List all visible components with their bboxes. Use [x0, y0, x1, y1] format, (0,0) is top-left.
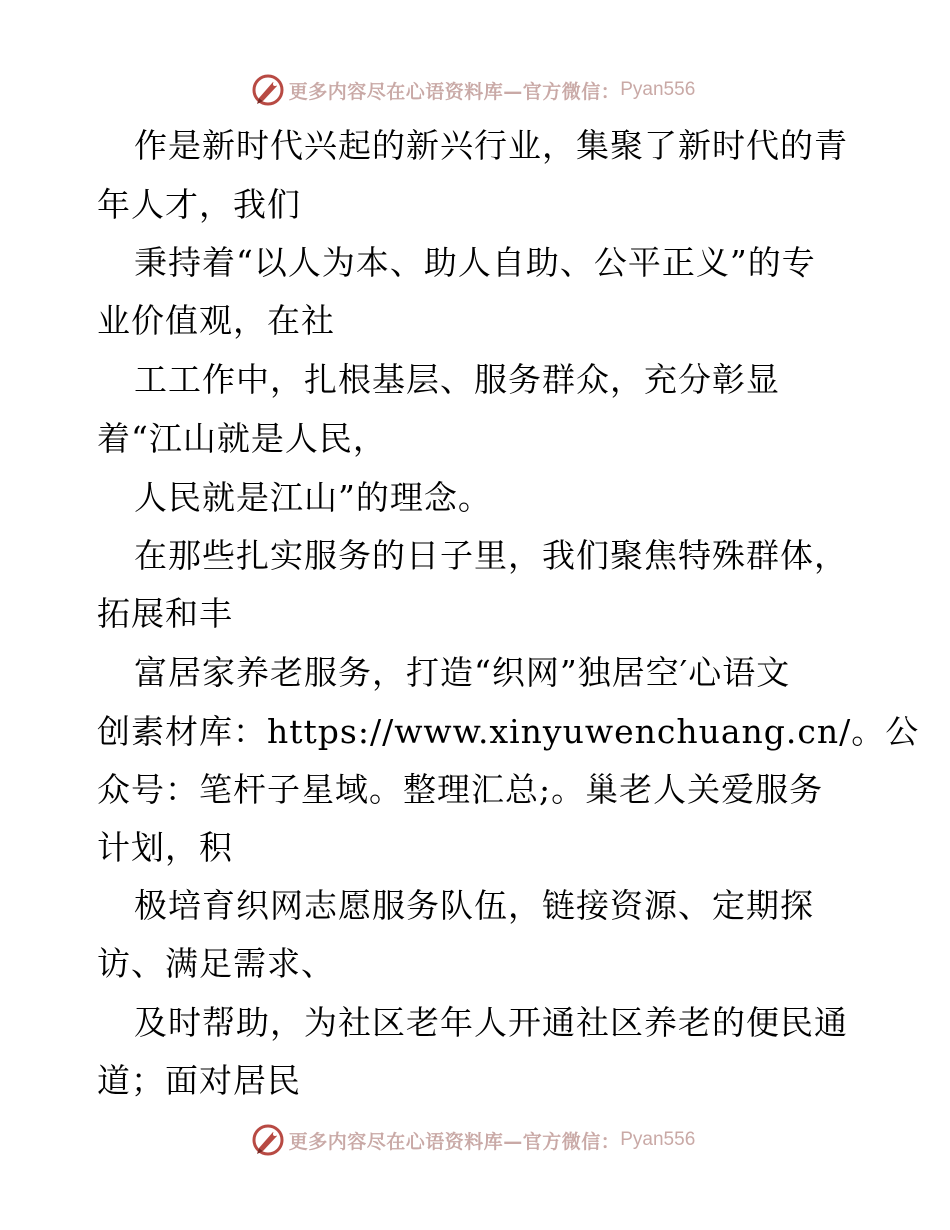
text-line: 工工作中，扎根基层、服务群众，充分彰显 [134, 360, 780, 399]
text-line: 在那些扎实服务的日子里，我们聚焦特殊群体， [134, 536, 848, 575]
logo-icon [251, 73, 285, 107]
text-line: 人民就是江山”的理念。 [134, 478, 492, 517]
text-line: 秉持着“以人为本、助人自助、公平正义”的专 [134, 243, 816, 282]
text-line: 年人才，我们 [97, 185, 301, 224]
banner-text: 更多内容尽在心语资料库—官方微信： [288, 1130, 621, 1153]
header-banner [0, 70, 950, 110]
text-line: 作是新时代兴起的新兴行业，集聚了新时代的青 [134, 126, 848, 165]
logo-icon [251, 1123, 285, 1157]
banner-wechat-id: Pyan556 [620, 79, 696, 100]
text-line: 众号：笔杆子星域。整理汇总;。巢老人关爱服务 [97, 770, 824, 809]
text-line: 创素材库：https://www.xinyuwenchuang.cn/。公 [97, 712, 920, 751]
text-line: 拓展和丰 [97, 594, 233, 633]
banner-text: 更多内容尽在心语资料库—官方微信： [288, 80, 621, 103]
text-line: 及时帮助，为社区老年人开通社区养老的便民通 [134, 1003, 848, 1042]
text-line: 富居家养老服务，打造“织网”独居空′心语文 [134, 653, 791, 692]
text-line: 着“江山就是人民， [97, 419, 387, 458]
text-line: 极培育织网志愿服务队伍，链接资源、定期探 [134, 886, 814, 925]
text-line: 道；面对居民 [97, 1061, 301, 1100]
banner-wechat-id: Pyan556 [620, 1129, 696, 1150]
footer-banner [0, 1120, 950, 1160]
text-line: 计划，积 [97, 828, 233, 867]
text-line: 访、满足需求、 [97, 944, 335, 983]
text-line: 业价值观，在社 [97, 301, 335, 340]
